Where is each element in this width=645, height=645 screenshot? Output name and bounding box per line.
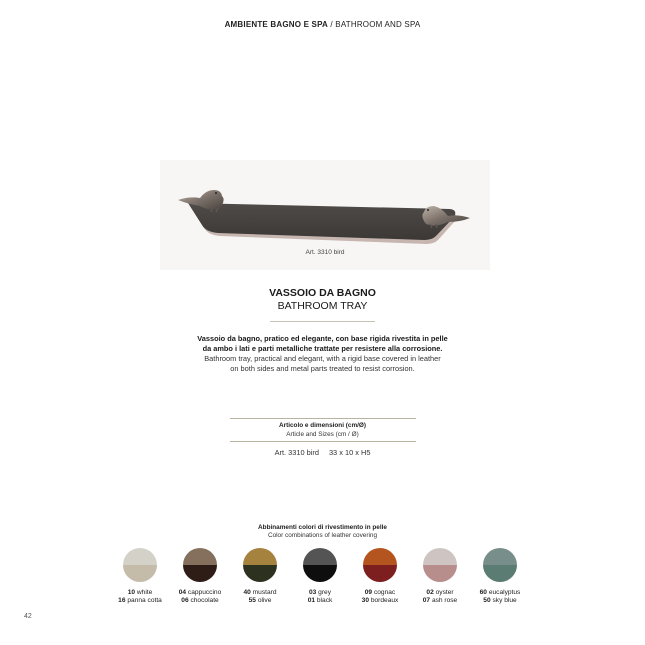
- color-swatch: [230, 548, 290, 605]
- section-title-it: AMBIENTE BAGNO E SPA: [224, 20, 328, 29]
- description-it-line: Vassoio da bagno, pratico ed elegante, con base rigida rivestita in pelle: [197, 334, 448, 343]
- page-number: 42: [24, 613, 32, 620]
- table-header-it: Articolo e dimensioni (cm/Ø): [279, 422, 366, 429]
- swatch-circle: [183, 548, 217, 582]
- description-it-line: da ambo i lati e parti metalliche trattate per resistere alla corrosione.: [202, 344, 443, 353]
- color-combinations-title-it: Abbinamenti colori di rivestimento in pelle: [258, 524, 387, 531]
- title-divider: [270, 321, 375, 322]
- color-swatch: [470, 548, 530, 605]
- section-separator: /: [328, 20, 336, 29]
- swatch-circle: [423, 548, 457, 582]
- color-swatches: [110, 548, 540, 612]
- swatch-circle: [483, 548, 517, 582]
- swatch-label: 02 oyster 07 ash rose: [422, 589, 458, 604]
- description-en: [0, 354, 645, 374]
- table-top-rule: [230, 418, 416, 419]
- section-title-en: BATHROOM AND SPA: [335, 20, 421, 29]
- description-en-line: Bathroom tray, practical and elegant, with a rigid base covered in leather: [204, 354, 441, 363]
- swatch-circle: [363, 548, 397, 582]
- swatch-circle: [243, 548, 277, 582]
- swatch-circle: [303, 548, 337, 582]
- article-cell: Art. 3310 bird: [274, 448, 319, 457]
- section-title: [0, 20, 645, 29]
- swatch-label: 04 cappuccino 06 chocolate: [178, 589, 222, 604]
- swatch-label: 10 white 16 panna cotta: [118, 589, 162, 604]
- product-title-it: VASSOIO DA BAGNO: [269, 287, 376, 299]
- swatch-label: 40 mustard 55 olive: [243, 589, 277, 604]
- photo-caption: Art. 3310 bird: [305, 249, 345, 256]
- size-cell: 33 x 10 x H5: [328, 448, 371, 457]
- color-swatch: [170, 548, 230, 605]
- color-swatch: [290, 548, 350, 605]
- description-it: [0, 334, 645, 354]
- table-header-en: Article and Sizes (cm / Ø): [286, 431, 359, 438]
- table-header-rule: [230, 441, 416, 442]
- swatch-circle: [123, 548, 157, 582]
- swatch-label: 03 grey 01 black: [307, 589, 333, 604]
- color-swatch: [110, 548, 170, 605]
- swatch-label: 60 eucalyptus 50 sky blue: [479, 589, 521, 604]
- swatch-label: 09 cognac 30 bordeaux: [361, 589, 399, 604]
- description-en-line: on both sides and metal parts treated to resist corrosion.: [230, 364, 415, 373]
- product-title-en: BATHROOM TRAY: [277, 300, 368, 312]
- color-swatch: [350, 548, 410, 605]
- table-row: [0, 448, 645, 457]
- color-swatch: [410, 548, 470, 605]
- color-combinations-title-en: Color combinations of leather covering: [267, 532, 378, 539]
